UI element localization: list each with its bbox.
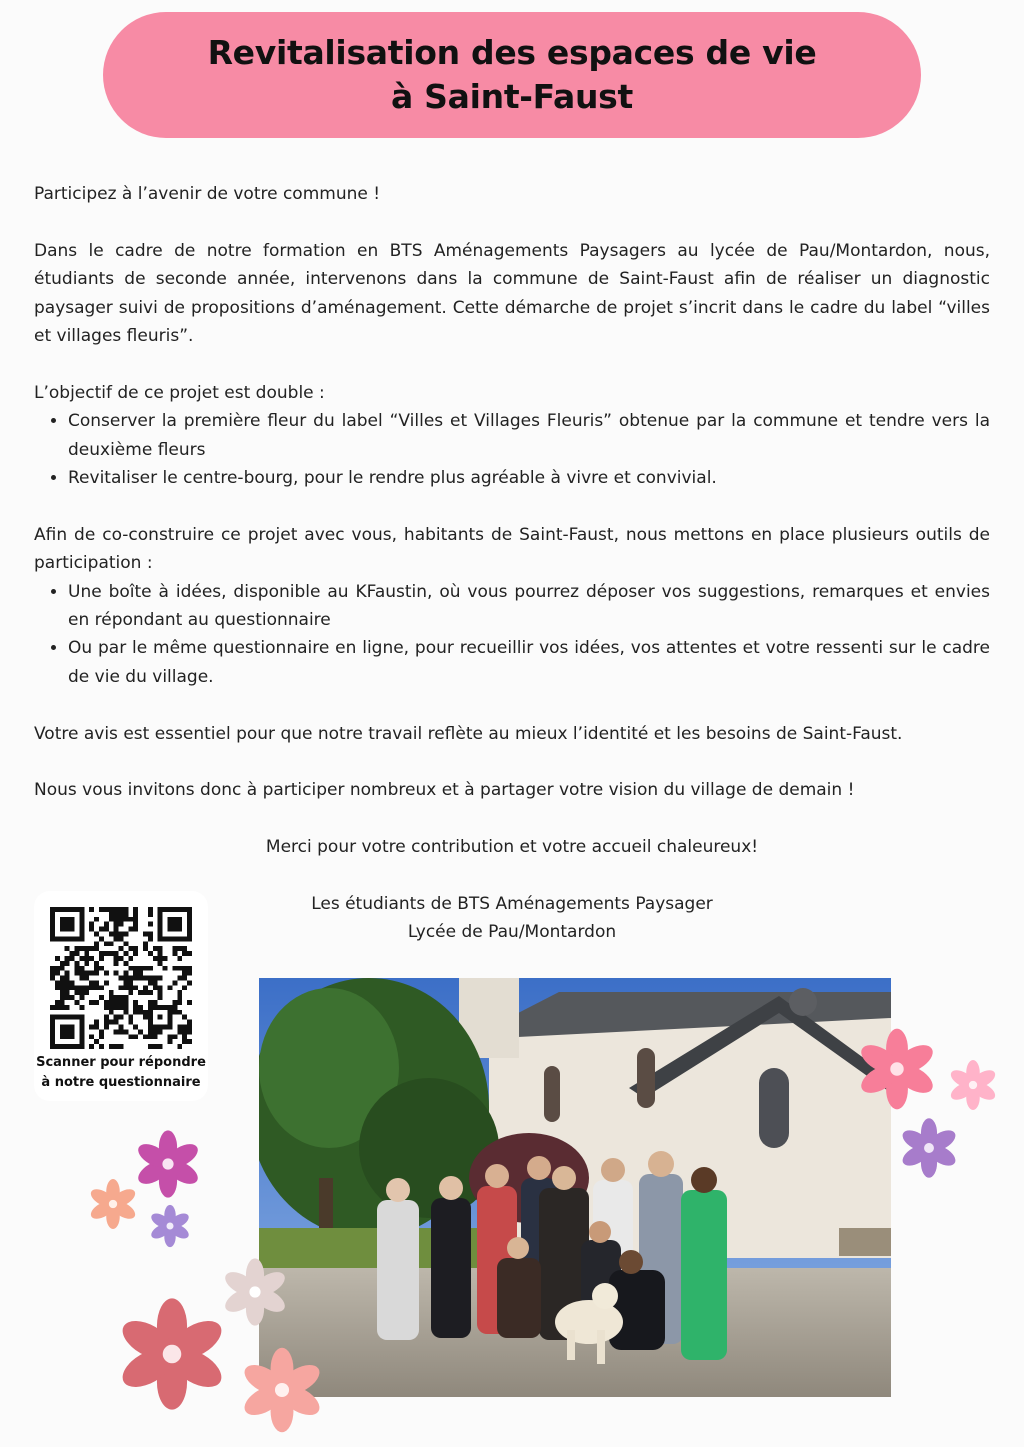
qr-caption-line-1: Scanner pour répondre (36, 1055, 206, 1070)
flower-icon (114, 1295, 230, 1413)
objective-intro: L’objectif de ce projet est double : (34, 382, 325, 403)
invitation-text: Nous vous invitons donc à participer nombreux et à partager votre vision du village de demain ! (34, 780, 855, 801)
participation-item: • Ou par le même questionnaire en ligne, pour recueillir vos idées, vos attentes et votre ressenti sur le cadre de vie du village. (68, 634, 990, 691)
participation-item: • Une boîte à idées, disponible au KFaustin, où vous pourrez déposer vos suggestions, remarques et envies en répondant au questionnaire (68, 578, 990, 635)
flower-icon (855, 1022, 939, 1116)
qr-caption (34, 1053, 208, 1093)
objective-item: • Revitaliser le centre-bourg, pour le rendre plus agréable à vivre et convivial. (68, 464, 990, 492)
flower-icon (220, 1256, 290, 1328)
flower-icon (238, 1345, 326, 1435)
title-banner (103, 12, 921, 138)
group-photo (259, 978, 891, 1397)
flower-icon (898, 1115, 960, 1181)
body-text (34, 180, 990, 947)
thanks-text: Merci pour votre contribution et votre accueil chaleureux! (265, 837, 759, 858)
signature-line-1: Les étudiants de BTS Aménagements Paysager (311, 894, 713, 915)
signature-line-2: Lycée de Pau/Montardon (407, 922, 617, 943)
qr-caption-line-2: à notre questionnaire (41, 1075, 201, 1090)
page-title-line-2: à Saint-Faust (391, 77, 633, 116)
paragraph-context: Dans le cadre de notre formation en BTS Aménagements Paysagers au lycée de Pau/Montardon, nous, étudiants de seconde année, intervenons dans la commune de Saint-Faust afin de réaliser un diagnostic paysager suivi de propositions d’aménagement. Cette démarche de projet s’incrit dans le cadre du label “villes et villages fleuris”. (34, 240, 990, 347)
qr-code-icon[interactable] (50, 905, 192, 1051)
opinion-text: Votre avis est essentiel pour que notre travail reflète au mieux l’identité et les besoins de Saint-Faust. (34, 723, 903, 744)
participation-intro: Afin de co-construire ce projet avec vous, habitants de Saint-Faust, nous mettons en place plusieurs outils de participation : (34, 524, 990, 574)
page-title-line-1: Revitalisation des espaces de vie (207, 33, 817, 72)
objective-item: • Conserver la première fleur du label “Villes et Villages Fleuris” obtenue par la commune et tendre vers la deuxième fleurs (68, 407, 990, 464)
qr-card (34, 891, 208, 1101)
intro-text: Participez à l’avenir de votre commune ! (34, 184, 381, 204)
flower-icon (133, 1128, 203, 1200)
objectives-list (34, 407, 990, 492)
flower-icon (86, 1178, 140, 1230)
participation-list (34, 578, 990, 692)
flower-icon (947, 1057, 999, 1113)
flower-icon (148, 1204, 192, 1248)
